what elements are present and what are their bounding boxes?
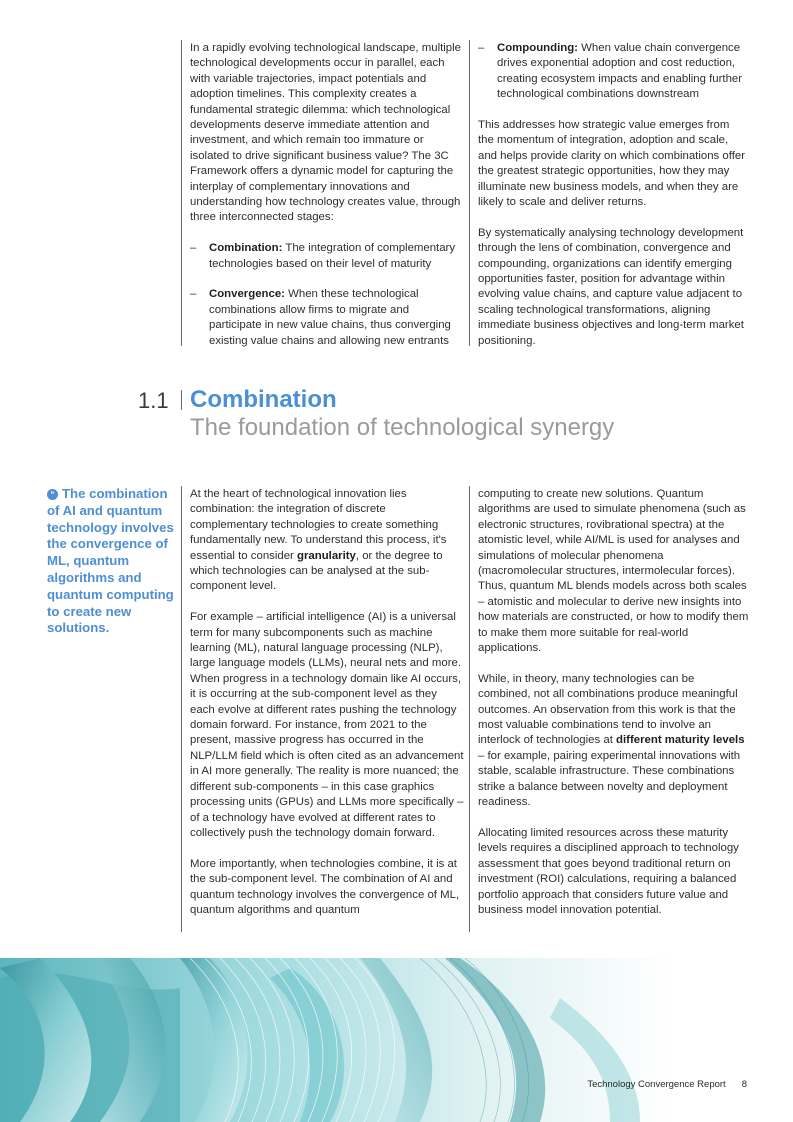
footer-report-title: Technology Convergence Report	[587, 1079, 726, 1090]
intro-left-rule	[181, 40, 182, 346]
body-emphasis: granularity	[297, 549, 356, 562]
stage-text: When these technological combinations allow firms to migrate and participate in new value chains, thus converging existing value chains and allowing new entrants	[209, 288, 451, 347]
body-text: , or the degree to which technologies can be analysed at the sub-component level.	[190, 549, 443, 593]
dash-mark: –	[478, 42, 485, 54]
body-right-column	[478, 487, 750, 918]
stage-term: Compounding:	[497, 42, 578, 54]
body-left-column	[190, 487, 464, 918]
heading-rule	[181, 390, 182, 410]
pull-quote-text: The combination of AI and quantum technology involves the convergence of ML, quantum algorithms and quantum computing to create new solutions.	[47, 486, 174, 636]
intro-left-column	[190, 41, 462, 349]
intro-right-paragraph-1: This addresses how strategic value emerges from the momentum of integration, adoption and scale, and helps provide clarity on which combinations offer the greatest strategic opportunities, how they may illuminate new business models, and when they are likely to scale and deliver returns.	[478, 119, 745, 209]
section-subtitle: The foundation of technological synergy	[190, 414, 615, 441]
body-paragraph-6: Allocating limited resources across these maturity levels requires a disciplined approach to technology assessment that goes beyond traditional return on investment (ROI) calculations, requiring a balanced portfolio approach that considers future value and business model innovation potential.	[478, 826, 739, 916]
decorative-banner-image	[0, 958, 793, 1122]
stage-item-combination	[190, 241, 462, 272]
section-number: 1.1	[138, 388, 169, 413]
intro-mid-rule	[469, 40, 470, 346]
body-text: At the heart of technological innovation lies combination: the integration of discrete complementary technologies to create something fundamentally new. To understand this process, it's essential to consider	[190, 488, 447, 562]
intro-right-paragraph-2: By systematically analysing technology development through the lens of combination, convergence and compounding, organizations can identify emerging opportunities faster, position for advantage within evolving value chains, and capture value adjacent to scaling technological transformations, aligning immediate business objectives and long-term market positioning.	[478, 226, 744, 347]
stage-item-compounding	[478, 41, 748, 103]
body-text: – for example, pairing experimental innovations with stable, scalable infrastructure. These combinations strike a balance between novelty and deployment readiness.	[478, 749, 741, 809]
page-number: 8	[741, 1079, 747, 1090]
stage-term: Convergence:	[209, 288, 285, 301]
intro-paragraph: In a rapidly evolving technological landscape, multiple technological developments occur in parallel, each with variable trajectories, impact potentials and adoption timelines. This complexity creates a fundamental strategic dilemma: which technological developments deserve immediate attention and investment, and which remain too immature or isolated to drive significant business value? The 3C Framework offers a dynamic model for capturing the interplay of complementary innovations and understanding how technology creates value, through three interconnected stages:	[190, 42, 462, 224]
quote-icon: “	[47, 489, 58, 500]
body-paragraph-4: computing to create new solutions. Quantum algorithms are used to simulate phenomena (such as electronic structures, rovibrational spectra) at the atomistic level, while AI/ML is used for analyses and simulations of molecular phenomena (macromolecular structures, intermolecular forces). Thus, quantum ML blends models across both scales – atomistic and molecular to derive new insights into how materials are constructed, or how to modify them to make them more suitable for real-world applications.	[478, 488, 749, 655]
stage-item-convergence	[190, 287, 462, 349]
body-mid-rule	[469, 486, 470, 932]
stage-term: Combination:	[209, 242, 283, 255]
dash-mark: –	[190, 288, 197, 301]
stage-text: When value chain convergence drives exponential adoption and cost reduction, creating ecosystem impacts and enabling further technological combinations downstream	[497, 42, 743, 101]
page-footer	[587, 1079, 747, 1091]
body-emphasis: different maturity levels	[616, 734, 745, 747]
intro-right-column	[478, 41, 748, 349]
body-paragraph-3: More importantly, when technologies combine, it is at the sub-component level. The combination of AI and quantum technology involves the convergence of ML, quantum algorithms and quantum	[190, 857, 460, 916]
body-paragraph-1	[190, 487, 464, 595]
stage-text: The integration of complementary technologies based on their level of maturity	[209, 242, 456, 270]
dash-mark: –	[190, 242, 197, 255]
body-paragraph-2: For example – artificial intelligence (AI) is a universal term for many subcomponents such as machine learning (ML), natural language processing (NLP), large language models (LLMs), neural nets and more. When progress in a technology domain like AI occurs, it is occurring at the sub-component level as they each evolve at different rates pushing the technology domain forward. For instance, from 2021 to the present, massive progress has occurred in the NLP/LLM field which is often cited as an advancement in AI more generally. The reality is more nuanced; the different sub-components – in this case graphics processing units (GPUs) and LLMs more specifically – of a technology have evolved at different rates to collectively push the technology domain forward.	[190, 611, 464, 839]
pull-quote	[47, 486, 175, 637]
body-paragraph-5	[478, 672, 750, 811]
section-title: Combination	[190, 386, 337, 413]
body-text: While, in theory, many technologies can be combined, not all combinations produce meaningful outcomes. An observation from this work is that the most valuable combinations tend to involve an interlock of technologies at	[478, 672, 738, 747]
body-left-rule	[181, 486, 182, 932]
